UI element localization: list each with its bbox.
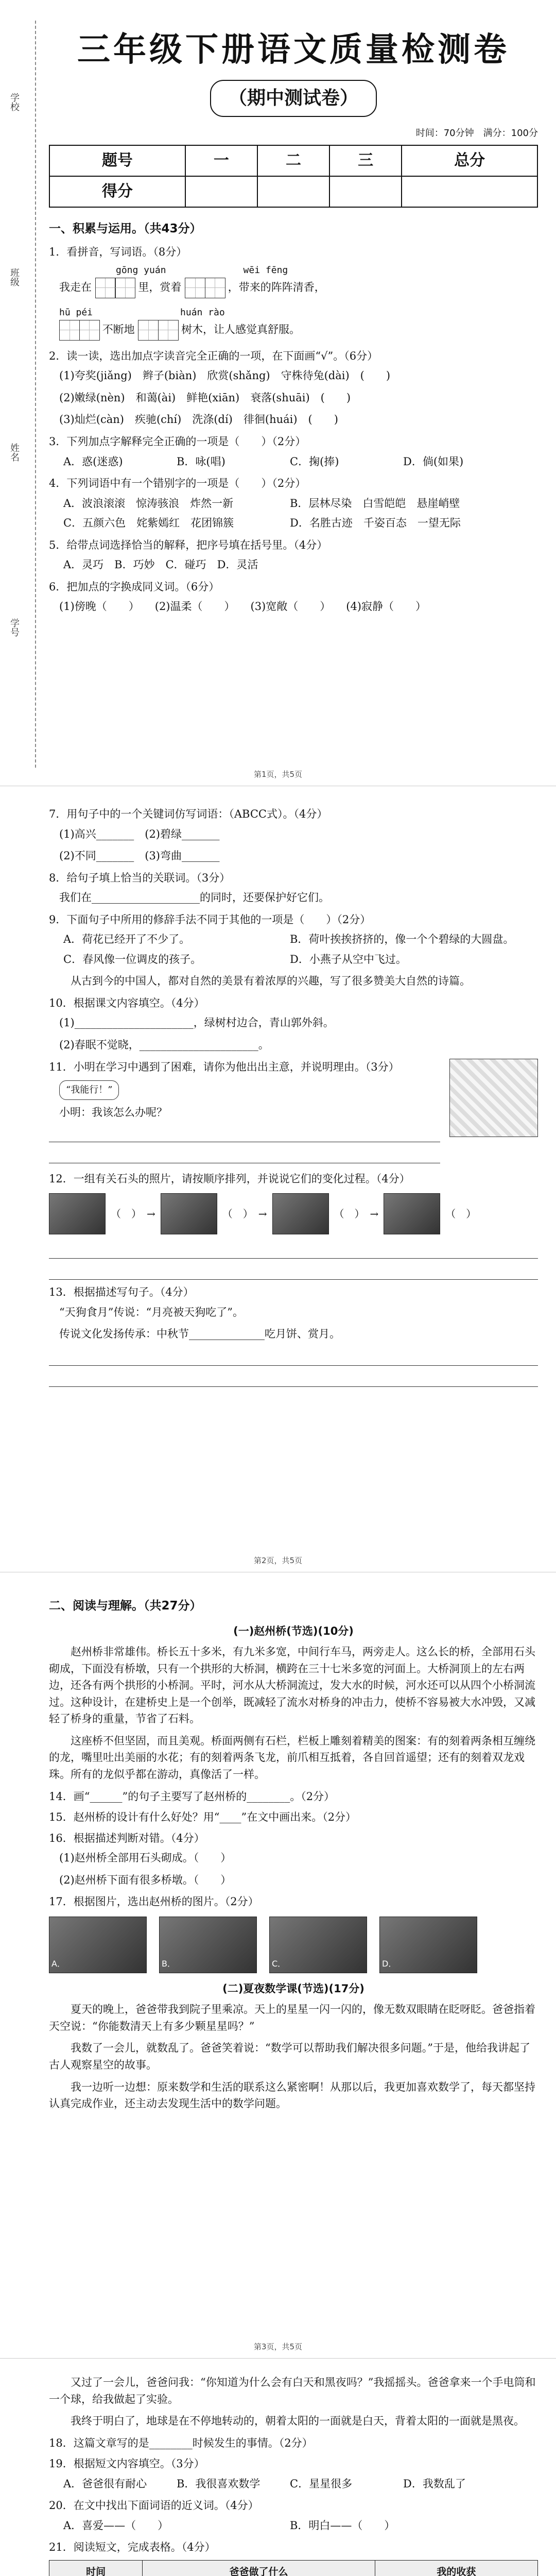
question-11: 11．小明在学习中遇到了困难，请你为他出出主意，并说明理由。（3分） “我能行！” 小明：我该怎么办呢？ [49,1059,538,1166]
page-1 [0,0,556,786]
page-number: 第3页，共5页 [253,2342,303,2351]
intro-passage: 从古到今的中国人，都对自然的美景有着浓厚的兴趣，写了很多赞美大自然的诗篇。 [71,975,471,988]
question-21: 21．阅读短文，完成表格。（4分） [49,2541,216,2554]
page-4: 又过了一会儿，爸爸问我：“你知道为什么会有白天和黑夜吗？”我摇摇头。爸爸拿来一个手电筒和一个球，给我做起了实验。 我终于明白了，地球是在不停地转动的，朝着太阳的一面就是白天，背着太阳的一面就是黑夜。 18．这篇文章写的是________时候发生的事情。（2分） 19．根据短文内容填空。（3分） A．爸爸很有耐心 B．我很喜欢数学 C．星星很多 D．我数乱了 20．在文中找出下面词语的近义词。（4分） A．喜爱——（ ） B．明白——（ ） 21．阅读短文，完成表格。（4分） 时间 爸爸做了什么 我的收获 [0,2359,556,2576]
question-17: 17．根据图片，选出赵州桥的图片。（2分） [49,1895,259,1908]
question-8: 8．给句子填上恰当的关联词。（3分） [49,871,231,884]
cartoon-caption: 小明：我该怎么办呢？ [59,1106,167,1118]
stone-photo [161,1193,217,1234]
bridge-photo-a: A． [49,1917,147,1973]
question-9: 9．下面句子中所用的修辞手法不同于其他的一项是（ ）（2分） [49,913,371,926]
q1-line-2: hū péi huán rào 不断地 树木，让人感觉真舒服。 [59,306,538,341]
question-20: 20．在文中找出下面词语的近义词。（4分） [49,2499,259,2512]
page-3: 二、阅读与理解。（共27分） (一)赵州桥(节选)(10分) 赵州桥非常雄伟。桥长五十多米，有九米多宽，中间行车马，两旁走人。这么长的桥，全部用石头砌成，下面没有桥墩，只有一个拱形的大桥洞，横跨在三十七米多宽的河面上。大桥洞顶上的左右两边，还各有两个拱形的小桥洞。平时，河水从大桥洞流过，发大水的时候，河水还可以从四个小桥洞流过。这种设计，在建桥史上是一个创举，既减轻了流水对桥身的冲击力，使桥不容易被大水冲毁，又减轻了桥身的重量，节省了石料。 这座桥不但坚固，而且美观。桥面两侧有石栏，栏板上雕刻着精美的图案：有的刻着两条相互缠绕的龙，嘴里吐出美丽的水花；有的刻着两条飞龙，前爪相互抵着，各自回首遥望；还有的刻着双龙戏珠。所有的龙似乎都在游动，真像活了一样。 14．画“______”的句子主要写了赵州桥的________。（2分） 15．赵州桥的设计有什么好处？用“____”在文中画出来。（2分） 16．根据描述判断对错。（4分） (1)赵州桥全部用石头砌成。（ ） (2)赵州桥下面有很多桥墩。（ ） 17．根据图片，选出赵州桥的图片。（2分） A． B． C． D． (二)夏夜数学课(节选)(17分) 夏天的晚上，爸爸带我到院子里乘凉。天上的星星一闪一闪的，像无数双眼睛在眨呀眨。爸爸指着天空说：“你能数清天上有多少颗星星吗？” 我数了一会儿，就数乱了。爸爸笑着说：“数学可以帮助我们解决很多问题。”于是，他给我讲起了古人观察星空的故事。 我一边听一边想：原来数学和生活的联系这么紧密啊！从那以后，我更加喜欢数学了，每天都坚持认真完成作业，还主动去发现生活中的数学问题。 第3页，共5页 [0,1572,556,2359]
q4-options: A．波浪滚滚 惊涛骇浪 炸然一新 B．层林尽染 白雪皑皑 悬崖峭壁 C．五颜六色 姹紫嫣红 花团锦簇 D．名胜古迹 千姿百态 一望无际 [63,497,461,530]
margin-label-number: 学号 [9,618,20,637]
speech-bubble: “我能行！” [59,1080,119,1100]
writing-boxes[interactable] [185,278,224,298]
binding-margin [4,21,36,768]
page-number: 第1页，共5页 [253,770,303,779]
question-19: 19．根据短文内容填空。（3分） [49,2458,205,2470]
writing-boxes[interactable] [59,320,99,341]
question-5: 5．给带点词选择恰当的解释，把序号填在括号里。（4分） [49,538,328,551]
margin-label-class: 班级 [9,268,20,286]
bridge-photo-d: D． [379,1917,477,1973]
stone-photo [384,1193,440,1234]
passage-2-title: (二)夏夜数学课(节选)(17分) [222,1982,364,1995]
score-table: 题号 一 二 三 总分 得分 [49,145,538,208]
q20-items: A．喜爱——（ ） B．明白——（ ） [63,2519,395,2532]
bridge-photo-b: B． [159,1917,257,1973]
question-18: 18．这篇文章写的是________时候发生的事情。（2分） [49,2436,313,2449]
exam-meta: 时间：70分钟 满分：100分 [415,127,538,139]
exam-subtitle: （期中测试卷） [49,80,538,117]
question-6: 6．把加点的字换成同义词。（6分） [49,580,220,593]
passage-1-title: (一)赵州桥(节选)(10分) [233,1624,354,1637]
writing-boxes[interactable] [138,320,178,341]
question-15: 15．赵州桥的设计有什么好处？用“____”在文中画出来。（2分） [49,1811,357,1824]
question-12: 12．一组有关石头的照片，请按顺序排列，并说说它们的变化过程。（4分） [49,1172,410,1185]
margin-label-name: 姓名 [9,443,20,462]
stone-photo [49,1193,106,1234]
q6-items: (1)傍晚（ ） (2)温柔（ ） (3)宽敞（ ） (4)寂静（ ） [59,600,426,613]
stone-sequence: （ ） → （ ） → （ ） → （ ） [49,1193,538,1234]
question-14: 14．画“______”的句子主要写了赵州桥的________。（2分） [49,1790,335,1803]
cartoon-illustration [449,1059,538,1137]
question-4: 4．下列词语中有一个错别字的一项是（ ）（2分） [49,477,306,490]
bridge-photos [49,1917,538,1973]
page-2: 7．用句子中的一个关键词仿写词语：（ABCC式）。（4分） (1)高兴_______ (2)碧绿_______ (2)不同_______ (3)弯曲_______ 8．给句子填上恰当的关联词。（3分） 我们在____________________的同时，还要保护好它们。 9．下面句子中所用的修辞手法不同于其他的一项是（ ）（2分） A．荷花已经开了不少了。 B．荷叶挨挨挤挤的，像一个个碧绿的大圆盘。 C．春风像一位调皮的孩子。 D．小燕子从空中飞过。 从古到今的中国人，都对自然的美景有着浓厚的兴趣，写了很多赞美大自然的诗篇。 10．根据课文内容填空。（4分） (1)______________________，绿树村边合，青山郭外斜。 (2)春眠不觉晓，______________________。 11．小明在学习中遇到了困难，请你为他出出主意，并说明理由。（3分） “我能行！” 小明：我该怎么办呢？ 12．一组有关石头的照片，请按顺序排列，并说说它们的变化过程。（4分） （ ） → （ ） → （ ） → （ ） 13．根据描述写句子。（4分） “天狗食月”传说：“月亮被天狗吃了”。 传说文化发扬传承：中秋节______________吃月饼、赏月。 第2页，共5页 [0,786,556,1572]
q2-options: (1)夸奖(jiǎng) 辫子(biàn) 欣赏(shǎng) 守株待兔(dài) ( ) (2)嫩绿(nèn) 和蔼(ài) 鲜艳(xiān) 衰落(shuāi) ( ) (3)灿烂(càn) 疾驰(chí) 洗涤(dí) 徘徊(huái) ( ) [59,369,391,426]
question-2: 2．读一读，选出加点字读音完全正确的一项，在下面画“√”。（6分） [49,349,378,362]
question-1: 1．看拼音，写词语。（8分） [49,245,187,258]
question-13: 13．根据描述写句子。（4分） [49,1286,194,1299]
question-7: 7．用句子中的一个关键词仿写词语：（ABCC式）。（4分） [49,808,328,820]
question-3: 3．下列加点字解释完全正确的一项是（ ）（2分） [49,435,306,448]
section-1-heading: 一、积累与运用。（共43分） [49,222,202,235]
question-10: 10．根据课文内容填空。（4分） [49,996,205,1009]
q21-table: 时间 爸爸做了什么 我的收获 [49,2560,538,2576]
writing-boxes[interactable] [95,278,135,298]
stone-photo [272,1193,329,1234]
exam-title: 三年级下册语文质量检测卷 [77,31,510,69]
question-16: 16．根据描述判断对错。（4分） [49,1832,205,1844]
q9-options: A．荷花已经开了不少了。 B．荷叶挨挨挤挤的，像一个个碧绿的大圆盘。 C．春风像一位调皮的孩子。 D．小燕子从空中飞过。 [63,933,514,965]
page-number: 第2页，共5页 [253,1556,303,1565]
bridge-photo-c: C． [269,1917,367,1973]
q1-line-1: gōng yuán wēi fēng 我走在 里，赏着 ，带来的阵阵清香， [59,263,538,298]
q19-options: A．爸爸很有耐心 B．我很喜欢数学 C．星星很多 D．我数乱了 [63,2477,466,2490]
section-2-heading: 二、阅读与理解。（共27分） [49,1599,202,1613]
q3-options: A．惑(迷惑) B．咏(唱) C．掬(捧) D．倘(如果) [63,455,464,468]
margin-label-school: 学校 [9,93,20,111]
q5-options: A．灵巧 B．巧妙 C．碰巧 D．灵活 [63,558,258,571]
